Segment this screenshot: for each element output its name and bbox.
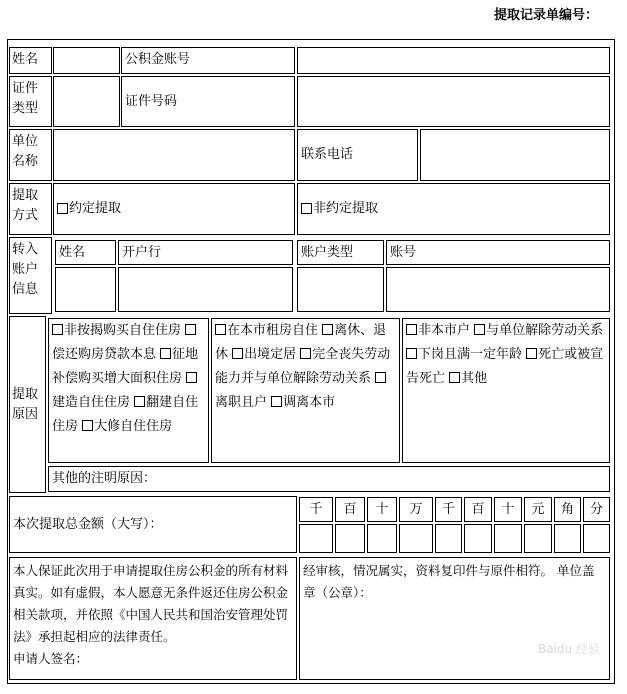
review-text: 经审核，情况属实，资料复印件与原件相符。 单位盖章（公章）：	[303, 563, 595, 600]
checkbox-icon[interactable]	[160, 348, 171, 359]
transfer-account-label: 转入 账户 信息	[9, 237, 52, 314]
phone-label: 联系电话	[297, 129, 418, 181]
transfer-bank-field[interactable]	[118, 267, 293, 312]
other-reason-label: 其他的注明原因：	[52, 471, 157, 486]
unit-name-label: 单位 名称	[9, 129, 52, 181]
name-label: 姓名	[9, 47, 52, 74]
checkbox-icon[interactable]	[52, 324, 63, 335]
name-field[interactable]	[53, 47, 120, 74]
amount-digit-field[interactable]	[554, 524, 581, 553]
amount-unit-header: 角	[554, 497, 581, 522]
id-number-label: 证件号码	[121, 76, 295, 127]
reason-column-other: 非本市户 与单位解除劳动关系 下岗且满一定年龄 死亡或被宣告死亡 其他	[402, 318, 610, 463]
amount-digit-field[interactable]	[494, 524, 522, 553]
transfer-account-type-field[interactable]	[297, 267, 384, 312]
amount-unit-header: 百	[464, 497, 492, 522]
checkbox-icon[interactable]	[185, 324, 196, 335]
baidu-watermark: Baidu 经验	[538, 642, 600, 656]
checkbox-icon[interactable]	[232, 348, 243, 359]
checkbox-icon[interactable]	[406, 348, 417, 359]
amount-unit-header: 百	[335, 497, 365, 522]
amount-digit-field[interactable]	[583, 524, 610, 553]
checkbox-icon[interactable]	[375, 372, 386, 383]
transfer-name-field[interactable]	[55, 267, 116, 312]
amount-unit-header: 十	[494, 497, 522, 522]
checkbox-icon[interactable]	[82, 420, 93, 431]
transfer-name-header: 姓名	[55, 240, 116, 265]
total-amount-label: 本次提取总金额（大写）：	[9, 496, 297, 553]
amount-unit-header: 万	[399, 497, 433, 522]
transfer-bank-header: 开户行	[118, 240, 293, 265]
amount-digit-field[interactable]	[399, 524, 433, 553]
amount-unit-header: 千	[435, 497, 462, 522]
checkbox-icon[interactable]	[57, 203, 68, 214]
account-field[interactable]	[297, 47, 610, 74]
id-type-field[interactable]	[53, 76, 120, 127]
agreed-option[interactable]: 约定提取	[53, 183, 295, 235]
amount-unit-header: 十	[367, 497, 397, 522]
unit-name-field[interactable]	[53, 129, 295, 181]
id-type-label: 证件 类型	[9, 76, 52, 127]
checkbox-icon[interactable]	[474, 324, 485, 335]
applicant-declaration	[9, 557, 297, 680]
non-agreed-option[interactable]: 非约定提取	[297, 183, 610, 235]
transfer-account-type-header: 账户类型	[297, 240, 384, 265]
amount-digit-field[interactable]	[435, 524, 462, 553]
checkbox-icon[interactable]	[134, 396, 145, 407]
declaration-text: 本人保证此次用于申请提取住房公积金的所有材料真实。如有虚假，本人愿意无条件返还住房公积金相关款项，并依照《中国人民共和国治安管理处罚法》承担起相应的法律责任。	[13, 563, 289, 644]
checkbox-icon[interactable]	[449, 372, 460, 383]
amount-unit-header: 元	[524, 497, 552, 522]
amount-digit-field[interactable]	[335, 524, 365, 553]
reason-label: 提取 原因	[9, 316, 46, 493]
applicant-signature-label: 申请人签名：	[13, 651, 89, 666]
checkbox-icon[interactable]	[406, 324, 417, 335]
amount-unit-header: 千	[299, 497, 333, 522]
checkbox-icon[interactable]	[186, 372, 197, 383]
method-label: 提取 方式	[9, 183, 52, 235]
checkbox-icon[interactable]	[271, 396, 282, 407]
record-number-label: 提取记录单编号：	[494, 8, 599, 23]
phone-field[interactable]	[420, 129, 610, 181]
amount-digit-field[interactable]	[524, 524, 552, 553]
amount-unit-header: 分	[583, 497, 610, 522]
checkbox-icon[interactable]	[301, 203, 312, 214]
checkbox-icon[interactable]	[300, 348, 311, 359]
checkbox-icon[interactable]	[215, 324, 226, 335]
amount-digit-field[interactable]	[464, 524, 492, 553]
amount-digit-field[interactable]	[299, 524, 333, 553]
other-reason-field[interactable]	[48, 466, 610, 492]
amount-digit-field[interactable]	[367, 524, 397, 553]
checkbox-icon[interactable]	[322, 324, 333, 335]
id-number-field[interactable]	[297, 76, 610, 127]
transfer-account-no-field[interactable]	[386, 267, 610, 312]
reason-column-purchase: 非按揭购买自住住房 偿还购房贷款本息 征地补偿购买增大面积住房 建造自住住房 翻建自住住房 大修自住住房	[48, 318, 209, 463]
transfer-account-no-header: 账号	[386, 240, 610, 265]
account-label: 公积金账号	[121, 47, 295, 74]
reason-column-residence: 在本市租房自住 离休、退休 出境定居 完全丧失劳动能力并与单位解除劳动关系 离职且户 调离本市	[211, 318, 400, 463]
checkbox-icon[interactable]	[526, 348, 537, 359]
